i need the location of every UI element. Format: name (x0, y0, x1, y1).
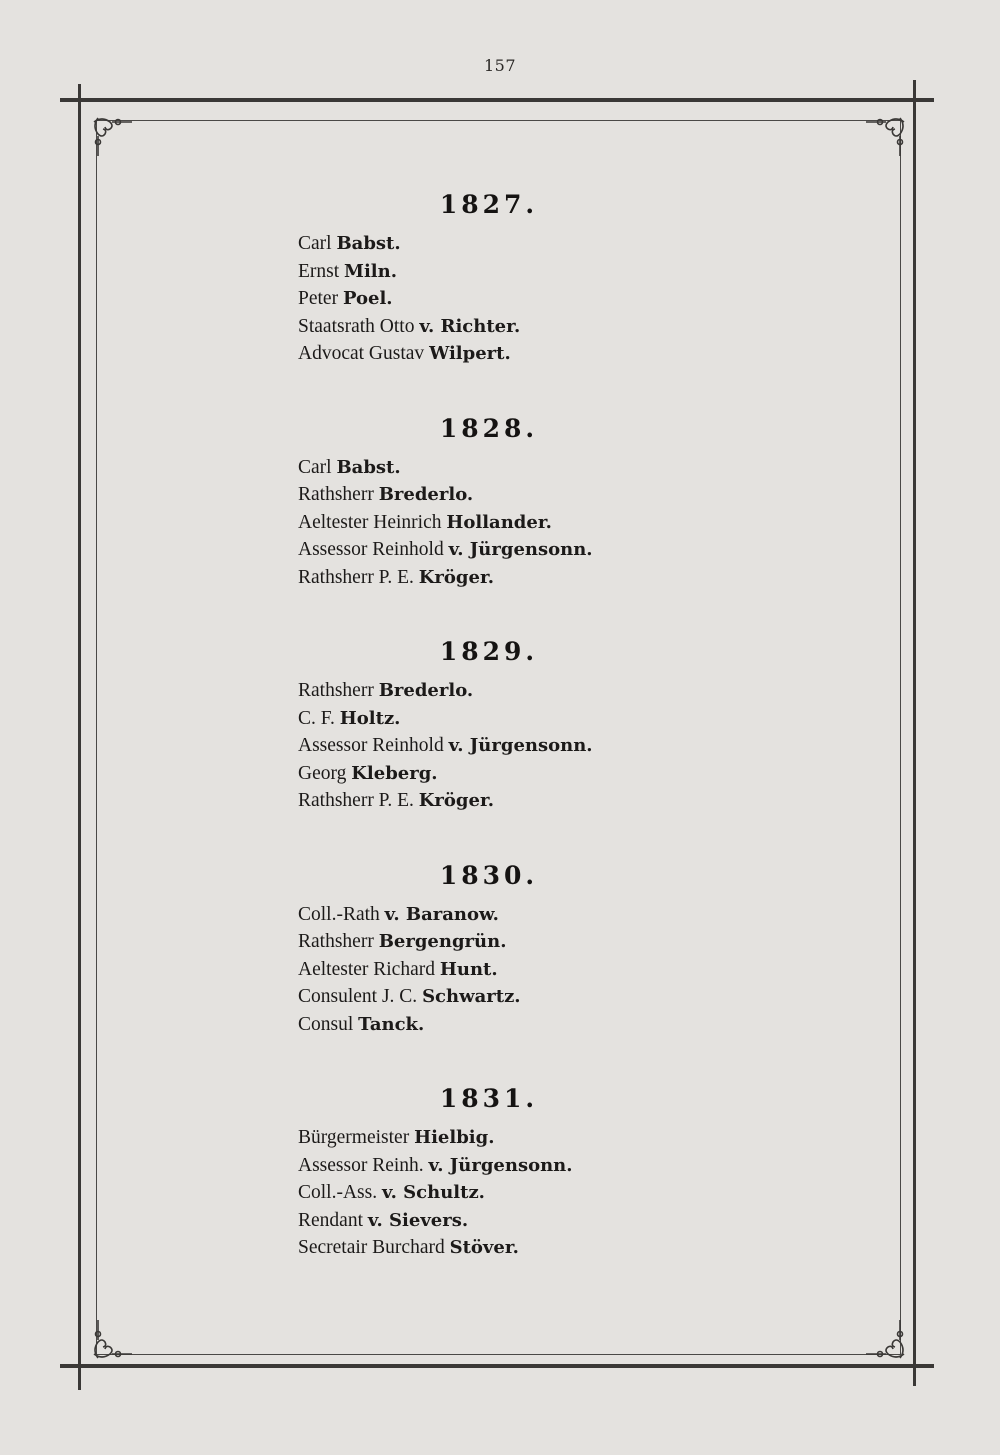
entry-surname: Babst. (336, 456, 401, 478)
entry-surname: Miln. (344, 260, 398, 282)
left-rule (78, 84, 81, 1390)
entry-surname: v. Richter. (419, 315, 521, 337)
entry-title: Peter (298, 288, 339, 309)
list-item (298, 1011, 718, 1039)
entry-title: Carl (298, 456, 332, 478)
list-item (298, 454, 718, 482)
list-item (298, 509, 718, 537)
year-heading: 1827. (439, 190, 539, 219)
list-item (298, 956, 718, 984)
member-list (298, 190, 718, 1308)
entry-title: Advocat Gustav (298, 343, 425, 364)
entry-title: Assessor Reinhold (298, 735, 444, 756)
scroll-flourish-icon (862, 1316, 910, 1364)
list-item (298, 230, 718, 258)
entry-title: Bürgermeister (298, 1127, 410, 1148)
list-item (298, 732, 718, 760)
entry-title: Carl (298, 233, 332, 254)
entry-title: Secretair Burchard (298, 1237, 445, 1258)
year-heading: 1831. (439, 1084, 539, 1113)
entry-surname: Poel. (342, 288, 393, 309)
list-item (298, 285, 718, 313)
list-item (298, 928, 718, 956)
entry-surname: Hielbig. (414, 1127, 495, 1148)
scroll-flourish-icon (88, 1316, 136, 1364)
list-item (298, 787, 718, 815)
entry-surname: Stöver. (449, 1237, 519, 1258)
entry-surname: Schwartz. (422, 986, 521, 1007)
entry-title: Coll.-Ass. (298, 1182, 378, 1203)
top-rule (60, 98, 934, 102)
entry-title: Rathsherr P. E. (298, 790, 414, 811)
entry-surname: v. Sievers. (367, 1209, 469, 1231)
entry-surname: v. Jürgensonn. (448, 735, 593, 756)
list-item (298, 901, 718, 929)
entry-title: Georg (298, 762, 347, 784)
list-item (298, 983, 718, 1011)
entry-surname: Babst. (336, 233, 401, 254)
year-heading: 1828. (439, 413, 539, 443)
list-item (298, 564, 718, 592)
entry-surname: Kröger. (418, 790, 495, 811)
entry-title: C. F. (298, 707, 335, 729)
entry-surname: Hollander. (446, 511, 552, 533)
list-item (298, 1207, 718, 1235)
entry-surname: Brederlo. (378, 484, 474, 505)
bottom-rule (60, 1364, 934, 1368)
year-heading: 1830. (439, 860, 539, 890)
entry-surname: Holtz. (339, 707, 401, 729)
entry-surname: v. Jürgensonn. (428, 1154, 573, 1176)
list-item (298, 258, 718, 286)
entry-title: Rathsherr (298, 931, 374, 952)
year-section-1828 (298, 414, 718, 592)
entry-surname: Brederlo. (378, 680, 474, 701)
page-number: 157 (483, 56, 517, 75)
list-item (298, 1152, 718, 1180)
entry-title: Consulent J. C. (298, 986, 418, 1007)
entry-title: Staatsrath Otto (298, 315, 415, 337)
list-item (298, 1124, 718, 1152)
entry-surname: v. Schultz. (381, 1182, 485, 1203)
entry-title: Coll.-Rath (298, 903, 380, 925)
entry-title: Rathsherr P. E. (298, 566, 414, 588)
year-section-1830 (298, 861, 718, 1039)
entry-surname: v. Baranow. (384, 903, 499, 925)
entry-title: Ernst (298, 260, 340, 282)
entry-surname: Hunt. (439, 958, 498, 980)
list-item (298, 536, 718, 564)
scroll-flourish-icon (862, 112, 910, 160)
list-item (298, 760, 718, 788)
list-item (298, 340, 718, 368)
year-section-1829 (298, 637, 718, 815)
entry-surname: Wilpert. (429, 343, 511, 364)
list-item (298, 1234, 718, 1262)
list-item (298, 677, 718, 705)
entry-title: Rendant (298, 1209, 363, 1231)
entry-title: Assessor Reinh. (298, 1154, 424, 1176)
entry-title: Consul (298, 1013, 354, 1035)
list-item (298, 705, 718, 733)
year-section-1827 (298, 190, 718, 368)
entry-title: Assessor Reinhold (298, 539, 444, 560)
year-heading: 1829. (439, 637, 539, 666)
entry-title: Aeltester Heinrich (298, 511, 442, 533)
entry-surname: Bergengrün. (378, 931, 507, 952)
entry-surname: Kleberg. (351, 762, 438, 784)
entry-surname: Tanck. (358, 1013, 425, 1035)
entry-title: Aeltester Richard (298, 958, 435, 980)
list-item (298, 313, 718, 341)
entry-title: Rathsherr (298, 680, 374, 701)
entry-surname: v. Jürgensonn. (448, 539, 593, 560)
entry-surname: Kröger. (418, 566, 495, 588)
list-item (298, 1179, 718, 1207)
year-section-1831 (298, 1084, 718, 1262)
entry-title: Rathsherr (298, 484, 374, 505)
right-rule (913, 80, 916, 1386)
list-item (298, 481, 718, 509)
scroll-flourish-icon (88, 112, 136, 160)
